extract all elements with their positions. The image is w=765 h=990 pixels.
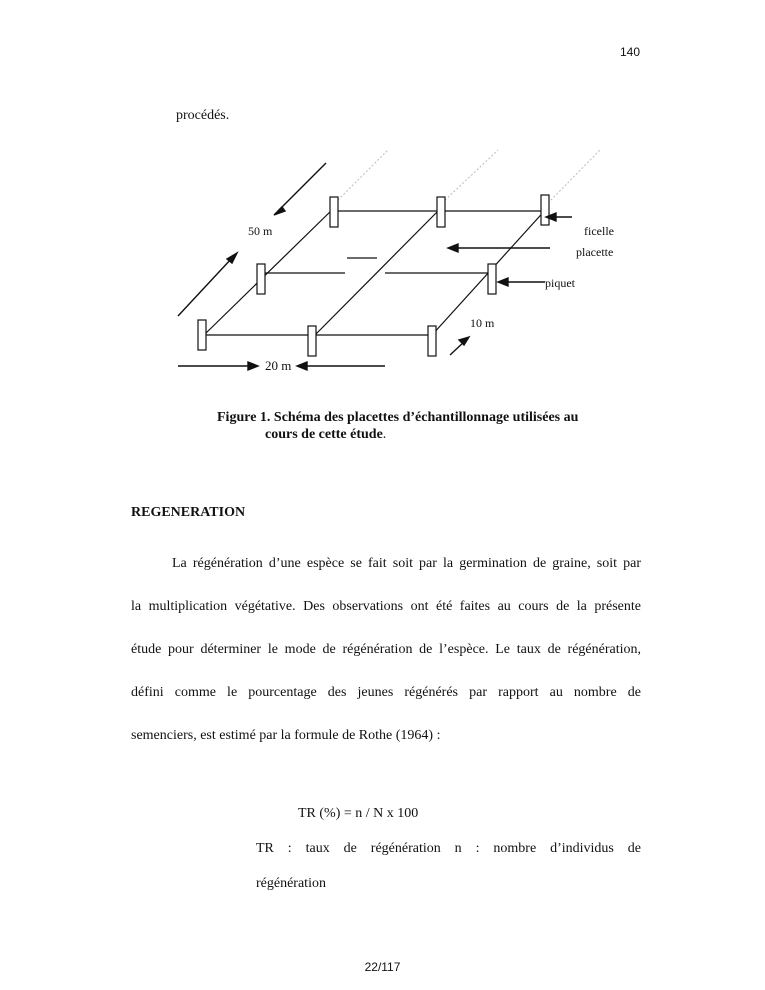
formula-definition-line-2: régénération <box>256 876 326 891</box>
paragraph-line-4: défini comme le pourcentage des jeunes régénérés par rapport au nombre de <box>131 685 641 700</box>
stake-front-left <box>198 320 206 350</box>
label-50m: 50 m <box>248 224 273 238</box>
figure-caption <box>217 409 647 443</box>
paragraph-line-2: la multiplication végétative. Des observations ont été faites au cours de la présente <box>131 599 641 614</box>
figure-caption-line-1: Figure 1. Schéma des placettes d’échantillonnage utilisées au <box>217 410 579 425</box>
figure-caption-period: . <box>382 427 387 442</box>
arrow-50m-top <box>278 163 326 211</box>
label-placette: placette <box>576 245 614 259</box>
paragraph-line-1: La régénération d’une espèce se fait soit par la germination de graine, soit par <box>172 556 641 571</box>
figure-caption-line-2-text: cours de cette étude <box>265 427 383 442</box>
figure-caption-line-2 <box>217 426 647 443</box>
stake-back-right <box>541 195 549 225</box>
sampling-plot-diagram <box>160 145 640 380</box>
label-20m: 20 m <box>265 358 292 373</box>
stake-middle-right <box>488 264 496 294</box>
stake-front-middle <box>308 326 316 356</box>
section-heading: REGENERATION <box>131 505 246 520</box>
label-ficelle: ficelle <box>584 224 614 238</box>
paragraph-line-5: semenciers, est estimé par la formule de Rothe (1964) : <box>131 728 441 743</box>
regeneration-formula: TR (%) = n / N x 100 <box>298 806 419 821</box>
label-10m: 10 m <box>470 316 495 330</box>
stake-front-right <box>428 326 436 356</box>
formula-definition-line-1: TR : taux de régénération n : nombre d’individus de <box>256 841 641 856</box>
page-number-top: 140 <box>619 45 640 59</box>
stake-back-left <box>330 197 338 227</box>
paragraph-line-3: étude pour déterminer le mode de régénération de l’espèce. Le taux de régénération, <box>131 642 641 657</box>
arrow-50m-bottom <box>178 258 232 316</box>
stake-back-middle <box>437 197 445 227</box>
stake-middle-left <box>257 264 265 294</box>
page-number-bottom: 22/117 <box>364 960 401 974</box>
label-piquet: piquet <box>545 276 575 290</box>
continuation-text: procédés. <box>176 108 230 123</box>
